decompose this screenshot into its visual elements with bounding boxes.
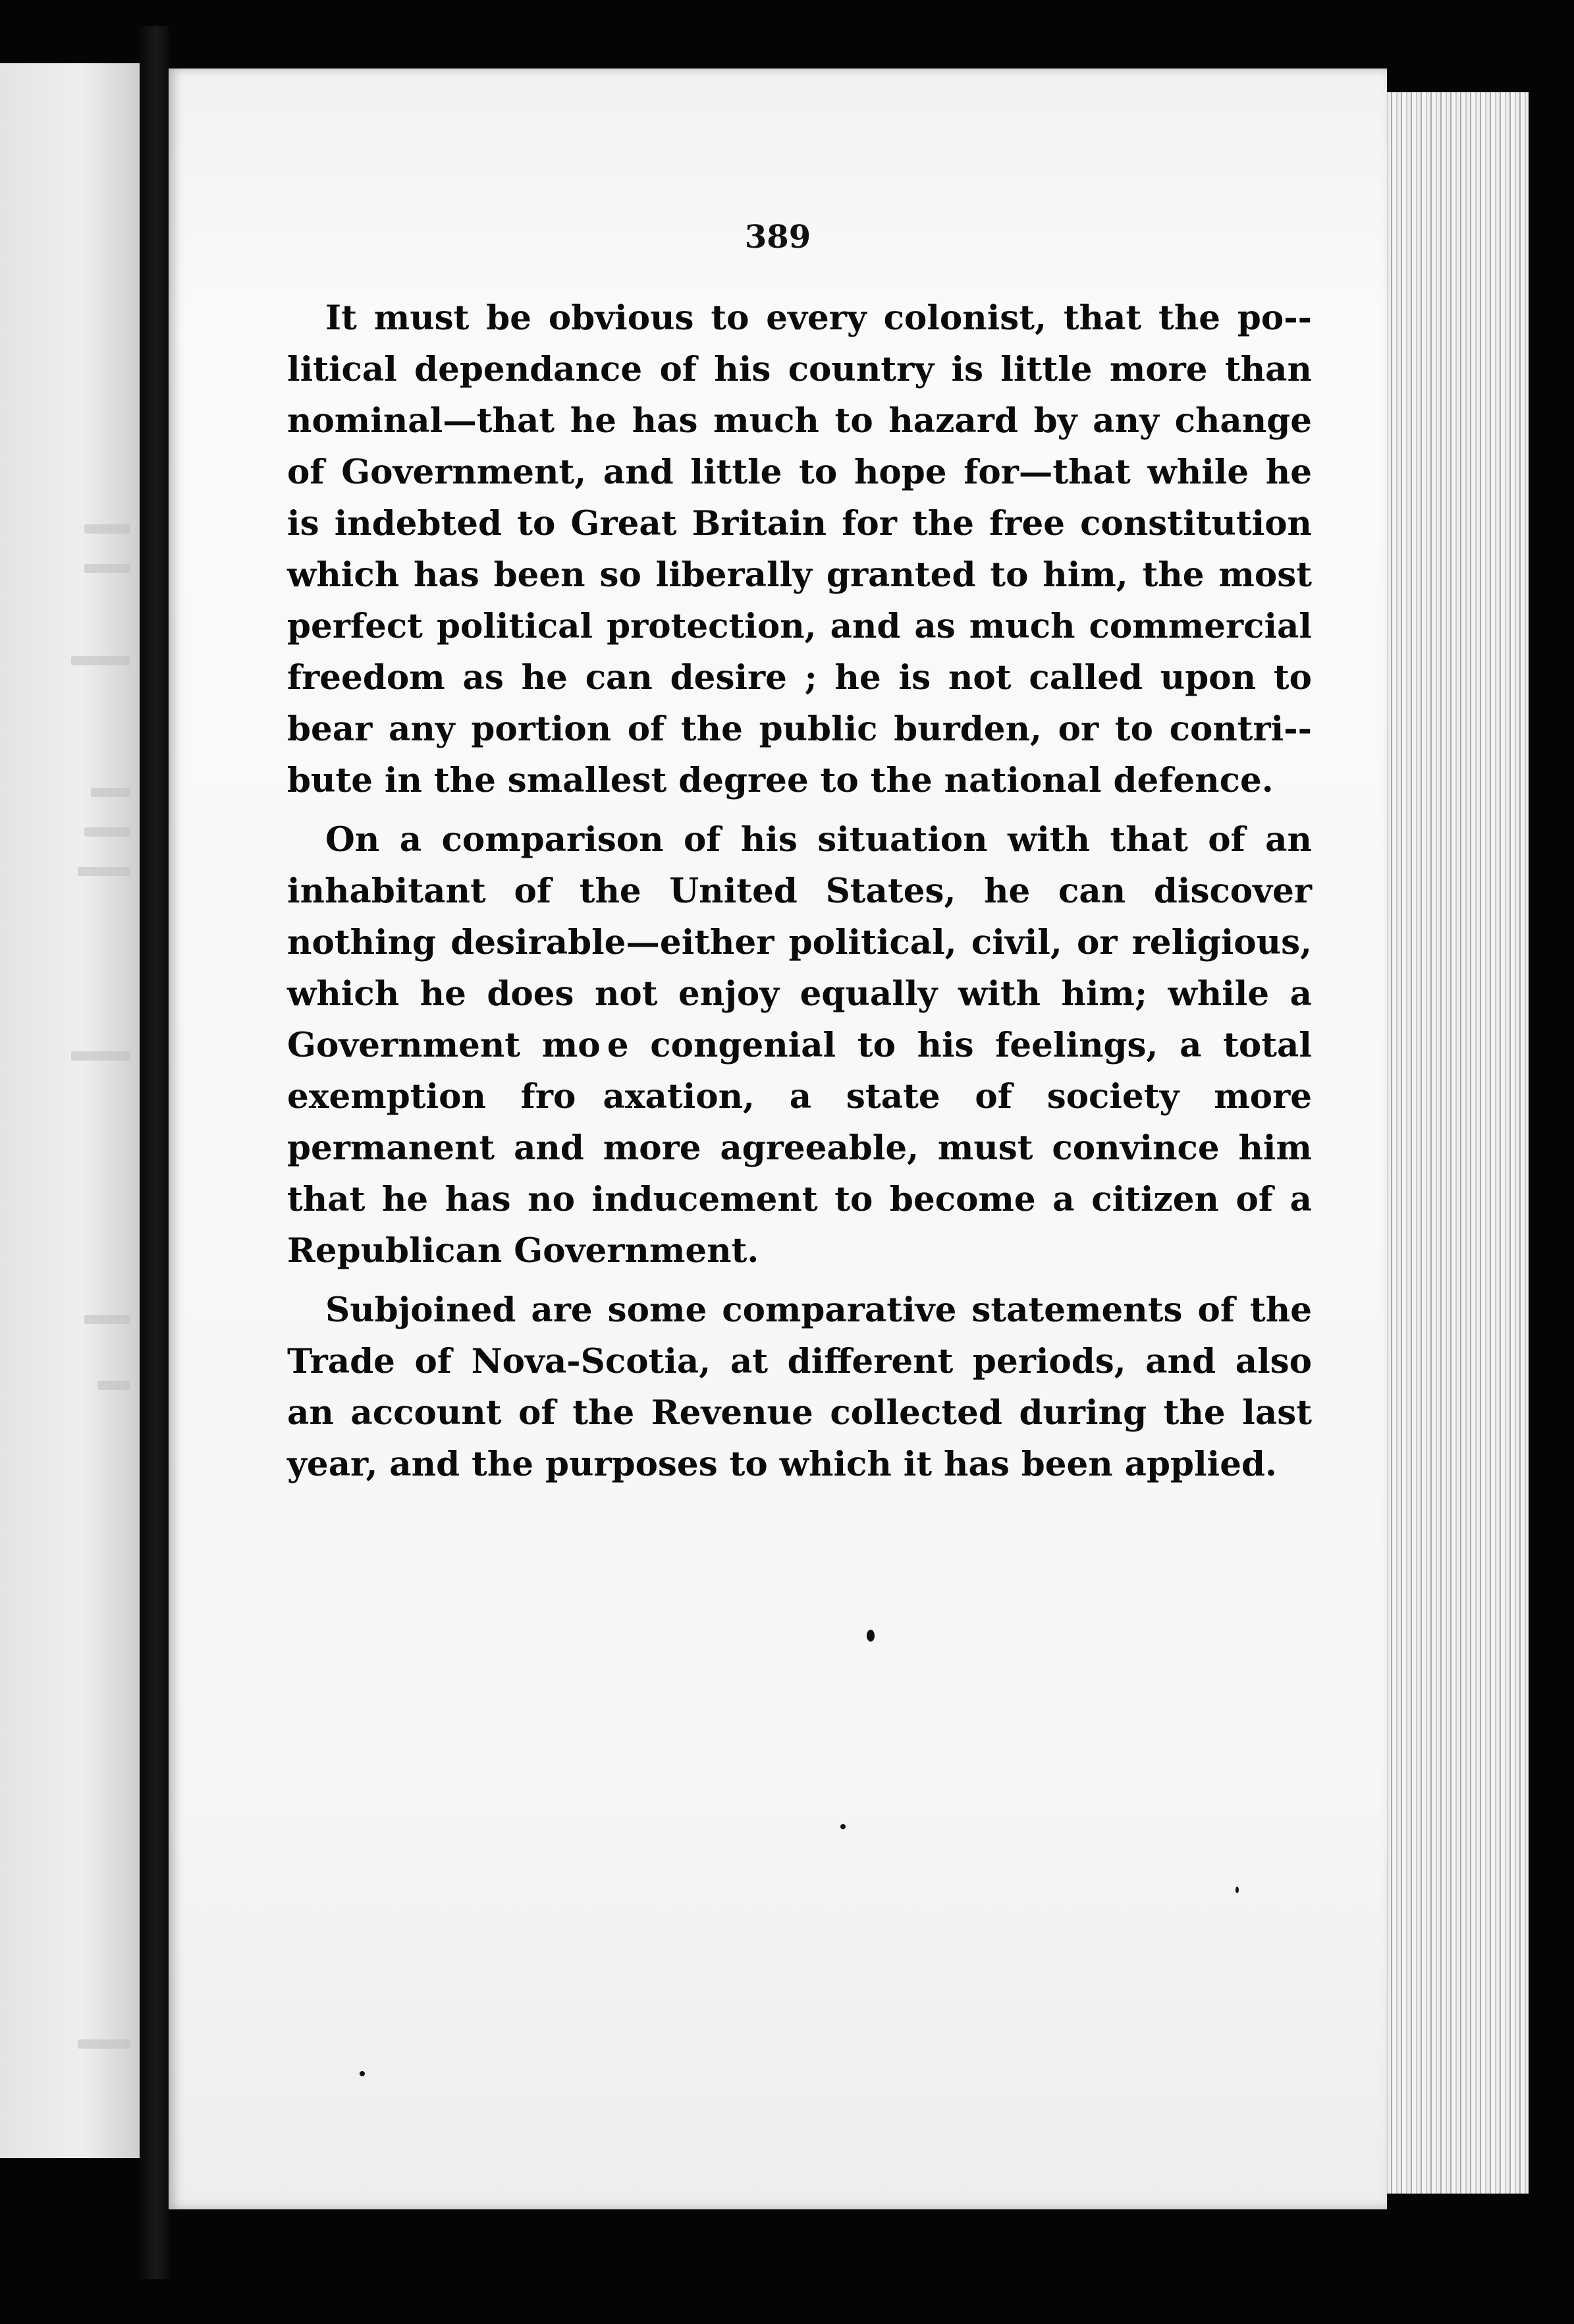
ink-speck	[867, 1630, 875, 1642]
page-stack-edges	[1380, 92, 1529, 2194]
book-gutter	[140, 26, 169, 2279]
ink-speck	[840, 1824, 846, 1829]
ink-speck	[1235, 1887, 1239, 1893]
ink-speck	[360, 2071, 365, 2076]
paragraph-1: It must be obvious to every colonist, that the po-litical dependance of his country is little more than nominal—that he has much to hazard by any change of Government, and little to hope for—that while he is indebted to Great Britain for the free constitution which has been so liberally granted to him, the most perfect political protection, and as much commercial freedom as he can desire ; he is not called upon to bear any portion of the public burden, or to contri-bute in the smallest degree to the national defence.	[287, 298, 1312, 800]
paragraph-3: Subjoined are some comparative statements of the Trade of Nova-Scotia, at different periods, and also an account of the Revenue collected during the last year, and the purposes to which it has been applied.	[287, 1290, 1312, 1484]
paragraph-2: On a comparison of his situation with that of an inhabitant of the United States, he can discover nothing desirable—either political, civil, or religious, which he does not enjoy equally with him; while a Government mo e congenial to his feelings, a total exemption fro axation, a state of society more permanent and more agreeable, must convince him that he has no inducement to become a citizen of a Republican Government.	[287, 820, 1312, 1271]
book-page	[169, 69, 1387, 2209]
page-number: 389	[744, 219, 811, 256]
adjacent-page-edge	[0, 63, 144, 2158]
body-text	[287, 292, 1312, 1498]
